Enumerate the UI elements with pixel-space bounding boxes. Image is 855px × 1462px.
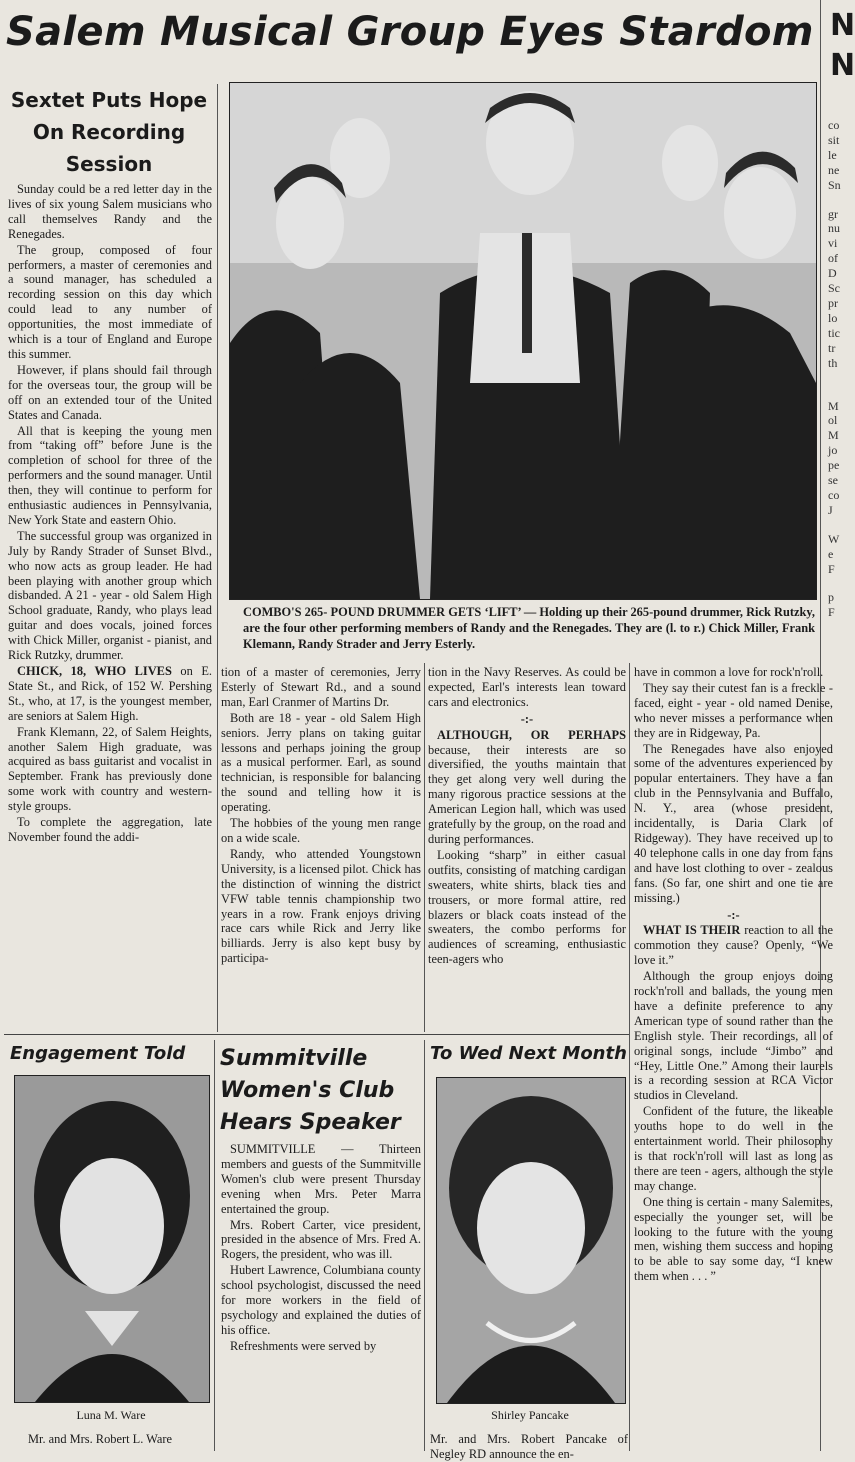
fragment-line: jo xyxy=(828,443,838,458)
story-paragraph: Looking “sharp” in either casual outfits, consisting of matching cardigan sweaters, white shirts, black ties and trousers, or more formal attire, red blazers or black coats instead of the sweaters, the combo performs for audiences of screaming, enthusiastic teen-agers who xyxy=(428,847,626,967)
club-story xyxy=(221,1142,421,1451)
story-paragraph xyxy=(428,728,626,847)
section-separator: -:- xyxy=(727,907,740,922)
column-rule xyxy=(424,663,425,1032)
story-paragraph: The Renegades have also enjoyed some of the adventures experienced by popular entertainers. They have a fan club in the Pennsylvania and Buffalo, N. Y., area (whose president, incidentally, is Daria Clark of Ridgeway). They have received up to 40 telephone calls in one day from fans and have lost clothing to over - zealous fans. (So far, one shirt and one tie are missing.) xyxy=(634,741,833,905)
column-rule xyxy=(424,1040,425,1451)
story-subhead: Sextet Puts Hope On Recording Session xyxy=(10,88,208,176)
engagement-photo-name: Luna M. Ware xyxy=(76,1408,146,1422)
story-paragraph: All that is keeping the young men from “taking off” before June is the completion of school for three of the performers and the sound manager. Until then, they will continue to perform for enthusiastic audiences in Pennsylvania, New York State and eastern Ohio. xyxy=(8,423,212,527)
story-paragraph: To complete the aggregation, late November found the addi- xyxy=(8,815,212,844)
fragment-line: co xyxy=(828,487,840,502)
fragment-line xyxy=(828,576,843,590)
fragment-line: ol xyxy=(828,413,838,428)
story-paragraph: The successful group was organized in July by Randy Strader of Sunset Blvd., who now acts as group leader. He had been playing with another group which disbanded. A 21 - year - old Salem High School graduate, Randy, who plays lead guitar and does vocals, joined forces with Chick Miller, organist - pianist, and Rick Rutzky, drummer. xyxy=(8,528,212,663)
fragment-line: th xyxy=(828,355,838,370)
wedding-photo-name: Shirley Pancake xyxy=(491,1408,569,1422)
fragment-line: sit xyxy=(828,132,840,147)
portrait-illustration xyxy=(437,1078,625,1403)
story-paragraph: The hobbies of the young men range on a wide scale. xyxy=(221,816,421,845)
adjacent-column-fragment xyxy=(828,118,843,758)
section-separator: -:- xyxy=(520,711,534,726)
photo-caption xyxy=(243,604,815,652)
fragment-line: co xyxy=(828,118,840,132)
band-photo-illustration xyxy=(230,83,816,599)
fragment-line: pe xyxy=(828,458,840,473)
caption-lead: COMBO'S 265- POUND DRUMMER GETS ‘LIFT’ xyxy=(243,605,521,619)
section-rule xyxy=(4,1034,629,1035)
shirley-pancake-portrait xyxy=(436,1077,626,1404)
inline-subhead: CHICK, 18, WHO LIVES xyxy=(17,664,172,678)
fragment-line: vi xyxy=(828,236,838,251)
story-paragraph: One thing is certain - many Salemites, especially the younger set, will be looking to the future with the young men, wishing them success and hoping to be able to say some day, “I knew them when . . . ” xyxy=(634,1194,833,1284)
fragment-line: of xyxy=(828,251,838,266)
fragment-line: tic xyxy=(828,325,840,340)
fragment-line: nu xyxy=(828,221,840,236)
story-column-1 xyxy=(8,182,212,1030)
story-paragraph xyxy=(8,664,212,724)
story-column-4 xyxy=(634,665,833,1451)
inline-subhead: WHAT IS THEIR xyxy=(643,923,741,938)
fragment-line xyxy=(828,518,843,532)
fragment-line: D xyxy=(828,266,837,281)
story-paragraph: Sunday could be a red letter day in the lives of six young Salem musicians who call themselves Randy and the Renegades. xyxy=(8,182,212,241)
column-rule xyxy=(214,1040,215,1451)
story-paragraph: However, if plans should fail through for the overseas tour, the group will be off on an extended tour of the United States and Canada. xyxy=(8,362,212,422)
story-paragraph: Although the group enjoys doing rock'n'roll and ballads, the young men have a definite preference to any American type of sound rather than the English style. Their recordings, all of original songs, include “Jimbo” and “Hey, Little One.” Among their laurels is a recording session at RCA Victor studios in Cleveland. xyxy=(634,969,833,1103)
fragment-line: se xyxy=(828,473,838,488)
fragment-line: p xyxy=(828,590,834,605)
fragment-line: Sn xyxy=(828,177,841,192)
story-paragraph: Frank Klemann, 22, of Salem Heights, another Salem High graduate, was acquired as bass guitarist and vocalist in September. Frank has previously done some work with country and western-style groups. xyxy=(8,724,212,814)
fragment-line: pr xyxy=(828,295,838,310)
club-heading: Summitville Women's Club Hears Speaker xyxy=(220,1046,401,1135)
fragment-line xyxy=(828,371,843,385)
story-text: reaction to all the commotion they cause? Openly, “We love it.” xyxy=(634,923,833,968)
fragment-line: M xyxy=(828,398,839,413)
story-paragraph: Confident of the future, the likeable youths hope to do well in the entertainment world. Their philosophy is that rock'n'roll will last as long as there are teen - agers, although the style may change. xyxy=(634,1104,833,1193)
luna-ware-portrait xyxy=(14,1075,210,1403)
wedding-text: Mr. and Mrs. Robert Pancake of Negley RD announce the en- xyxy=(430,1432,628,1461)
fragment-line xyxy=(828,193,843,207)
fragment-line: le xyxy=(828,147,837,162)
fragment-line: ne xyxy=(828,162,840,177)
adjacent-headline-fragment: N xyxy=(830,48,855,83)
adjacent-headline-fragment: N xyxy=(830,8,855,43)
story-paragraph: Both are 18 - year - old Salem High seniors. Jerry plans on taking guitar lessons and perhaps joining the group as a musical performer. Earl, as sound technician, is responsible for balancing the sound and telling how it is operating. xyxy=(221,710,421,815)
story-paragraph xyxy=(634,923,833,968)
column-rule xyxy=(629,663,630,1451)
engagement-heading: Engagement Told xyxy=(10,1043,186,1064)
engagement-text: Mr. and Mrs. Robert L. Ware xyxy=(28,1432,172,1446)
fragment-line: F xyxy=(828,605,835,620)
fragment-line: lo xyxy=(828,310,838,325)
story-paragraph: Refreshments were served by xyxy=(230,1338,377,1353)
fragment-line: gr xyxy=(828,206,838,221)
fragment-line: Sc xyxy=(828,281,840,296)
story-paragraph: tion of a master of ceremonies, Jerry Esterly of Stewart Rd., and a sound man, Earl Cranmer of Martins Dr. xyxy=(221,665,421,709)
story-paragraph: Hubert Lawrence, Columbiana county school psychologist, discussed the need for more workers in the field of psychology and explained the duties of his office. xyxy=(221,1263,421,1337)
fragment-line: W xyxy=(828,531,840,546)
story-paragraph: Mrs. Robert Carter, vice president, presided in the absence of Mrs. Fred A. Rogers, the president, who was ill. xyxy=(221,1217,421,1262)
fragment-line xyxy=(828,385,843,399)
wedding-heading: To Wed Next Month xyxy=(430,1043,627,1064)
story-text: on E. State St., and Rick, of 152 W. Pershing St., who, at 17, is the youngest member, are seniors at Salem High. xyxy=(8,664,212,723)
fragment-line: F xyxy=(828,561,835,576)
story-paragraph: The group, composed of four performers, a master of ceremonies and a sound manager, has scheduled a recording session on this day which could lead to any number of opportunities, the most immediate of which is a tour of England and Europe this summer. xyxy=(8,242,212,361)
story-paragraph: SUMMITVILLE — Thirteen members and guests of the Summitville Women's club were present Thursday evening when Mrs. Peter Marra entertained the group. xyxy=(221,1142,421,1216)
fragment-line: M xyxy=(828,428,839,443)
portrait-illustration xyxy=(15,1076,209,1402)
fragment-line: e xyxy=(828,546,834,561)
band-photo xyxy=(229,82,817,600)
inline-subhead: ALTHOUGH, OR PERHAPS xyxy=(437,727,626,742)
caption-text: — Holding up their 265-pound drummer, Rick Rutzky, are the four other performing members of Randy and the Renegades. They are (l. to r.) Chick Miller, Frank Klemann, Randy Strader and Jerry Esterly. xyxy=(243,605,815,651)
headline: Salem Musical Group Eyes Stardom xyxy=(6,9,814,55)
story-paragraph: Randy, who attended Youngstown University, is a licensed pilot. Chick has the distinction of winning the district VFW table tennis championship two years in a row. Frank enjoys driving race cars while Rick and Jerry like billiards. Jerry is also kept busy by participa- xyxy=(221,846,421,966)
story-column-2 xyxy=(221,665,421,1030)
story-text: because, their interests are so diversified, the youths maintain that they get along very well during the many rigorous practice sessions at the American Legion hall, which was used gratefully by the group, on the road and during performances. xyxy=(428,742,626,846)
story-column-3 xyxy=(428,665,626,1030)
story-paragraph: have in common a love for rock'n'roll. xyxy=(634,665,824,679)
story-paragraph: They say their cutest fan is a freckle - faced, eight - year - old named Denise, who never misses a performance when they are in Ridgeway, Pa. xyxy=(634,680,833,740)
fragment-line: J xyxy=(828,502,833,517)
story-paragraph: tion in the Navy Reserves. As could be expected, Earl's interests lean toward cars and electronics. xyxy=(428,665,626,709)
column-rule xyxy=(217,84,218,1032)
fragment-line: tr xyxy=(828,340,836,355)
